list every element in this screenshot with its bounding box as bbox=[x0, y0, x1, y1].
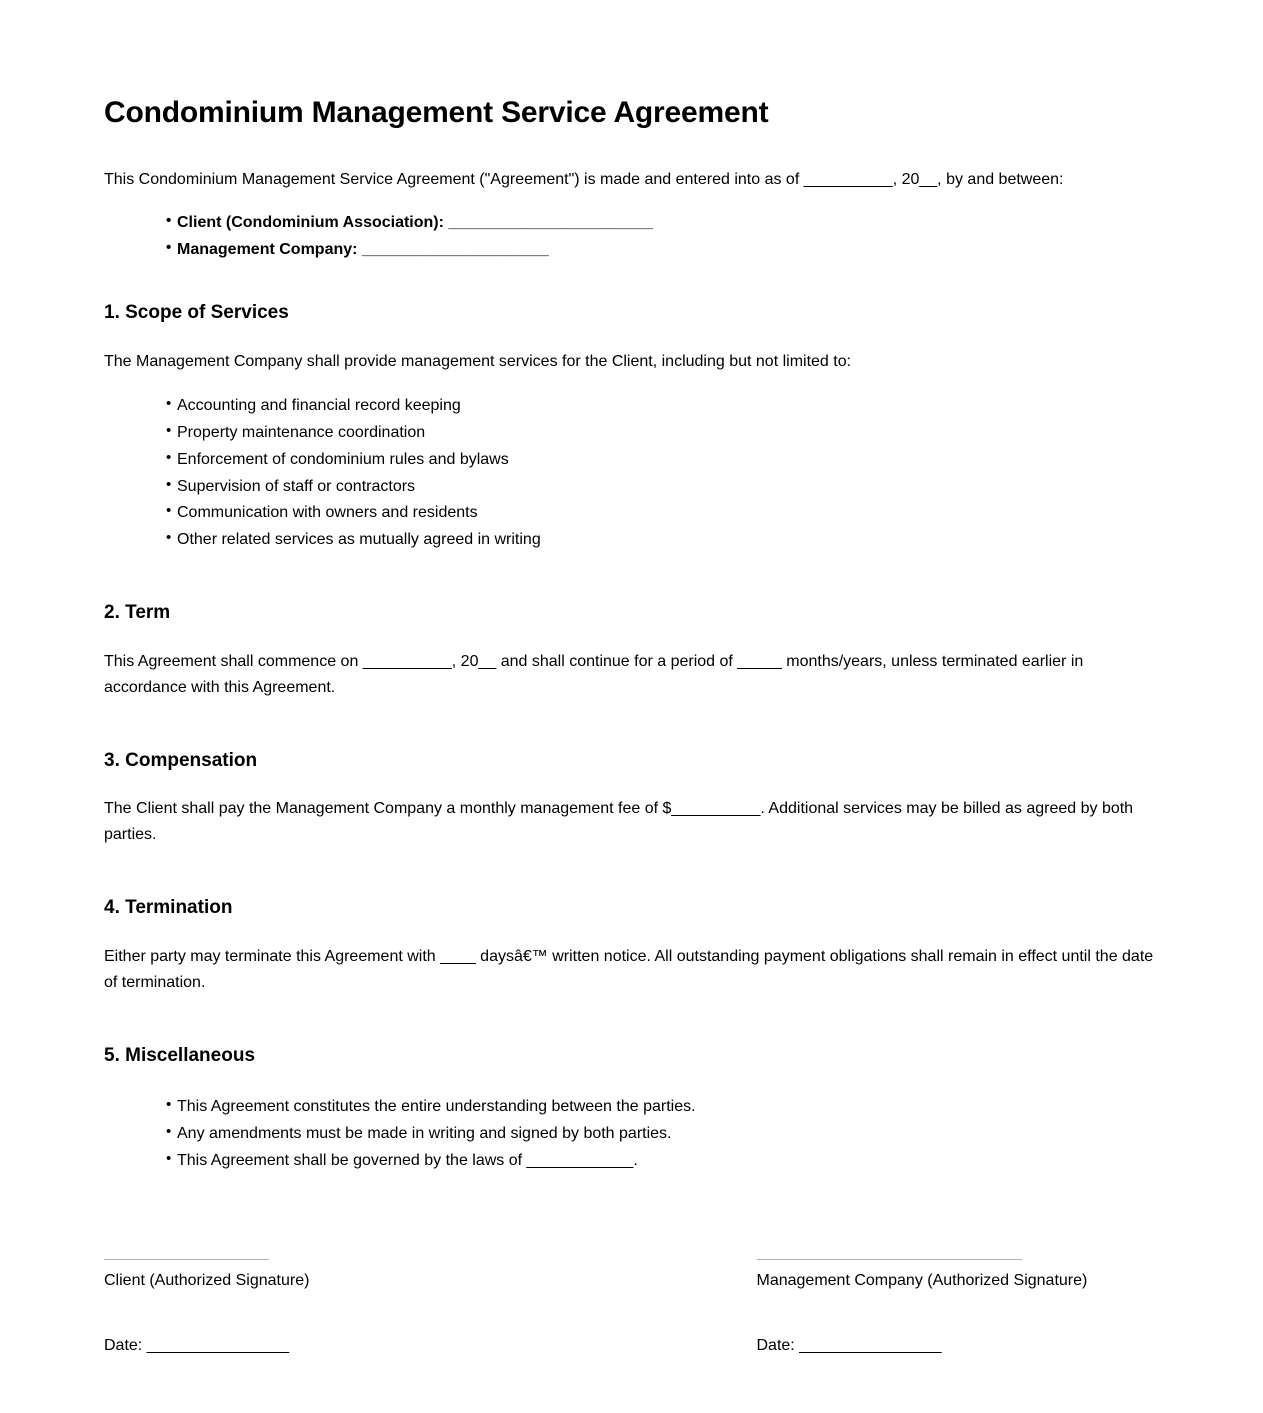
miscellaneous-list bbox=[104, 1094, 1158, 1174]
list-item: • Property maintenance coordination bbox=[104, 420, 1158, 446]
company-signature-line bbox=[757, 1259, 1022, 1260]
section-body: This Agreement shall commence on __________, 20__ and shall continue for a period of _____ months/years, unless terminated earlier in accordance with this Agreement. bbox=[104, 652, 1084, 696]
client-signature-column bbox=[104, 1259, 506, 1373]
page-title: Condominium Management Service Agreement bbox=[104, 96, 769, 129]
list-item: • This Agreement constitutes the entire understanding between the parties. bbox=[104, 1094, 1158, 1120]
section-scope-of-services bbox=[104, 301, 1158, 553]
list-item: • Supervision of staff or contractors bbox=[104, 474, 1158, 500]
section-heading: 2. Term bbox=[104, 602, 171, 624]
client-signature-label: Client (Authorized Signature) bbox=[104, 1272, 310, 1290]
signature-block bbox=[104, 1259, 1158, 1373]
list-item: • Management Company: _____________________ bbox=[104, 237, 1158, 263]
list-item: • Client (Condominium Association): _______________________ bbox=[104, 210, 1158, 236]
section-heading: 3. Compensation bbox=[104, 749, 258, 771]
party-list bbox=[104, 210, 1158, 263]
client-signature-line bbox=[104, 1259, 269, 1260]
section-heading: 1. Scope of Services bbox=[104, 302, 289, 324]
list-item: • Communication with owners and residents bbox=[104, 500, 1158, 526]
company-signature-column bbox=[757, 1259, 1159, 1373]
section-body: The Client shall pay the Management Company a monthly management fee of $__________. Additional services may be billed as agreed by both parties. bbox=[104, 800, 1134, 844]
section-heading: 5. Miscellaneous bbox=[104, 1044, 256, 1066]
section-heading: 4. Termination bbox=[104, 897, 233, 919]
section-body: Either party may terminate this Agreement with ____ daysâ€™ written notice. All outstanding payment obligations shall remain in effect until the date of termination. bbox=[104, 947, 1154, 991]
company-signature-label: Management Company (Authorized Signature) bbox=[756, 1272, 1088, 1290]
list-item: • This Agreement shall be governed by the laws of ____________. bbox=[104, 1148, 1158, 1174]
section-compensation bbox=[104, 749, 1158, 849]
list-item: • Enforcement of condominium rules and bylaws bbox=[104, 447, 1158, 473]
section-miscellaneous bbox=[104, 1044, 1158, 1174]
list-item: • Accounting and financial record keeping bbox=[104, 393, 1158, 419]
scope-services-list bbox=[104, 393, 1158, 553]
client-date-field: Date: ________________ bbox=[104, 1336, 290, 1354]
section-term bbox=[104, 601, 1158, 701]
section-termination bbox=[104, 896, 1158, 996]
company-date-field: Date: ________________ bbox=[756, 1336, 942, 1354]
section-body: The Management Company shall provide management services for the Client, including but not limited to: bbox=[104, 352, 852, 370]
intro-paragraph: This Condominium Management Service Agreement ("Agreement") is made and entered into as of __________, 20__, by and between: bbox=[104, 170, 1064, 188]
list-item: • Other related services as mutually agreed in writing bbox=[104, 527, 1158, 553]
list-item: • Any amendments must be made in writing and signed by both parties. bbox=[104, 1121, 1158, 1147]
